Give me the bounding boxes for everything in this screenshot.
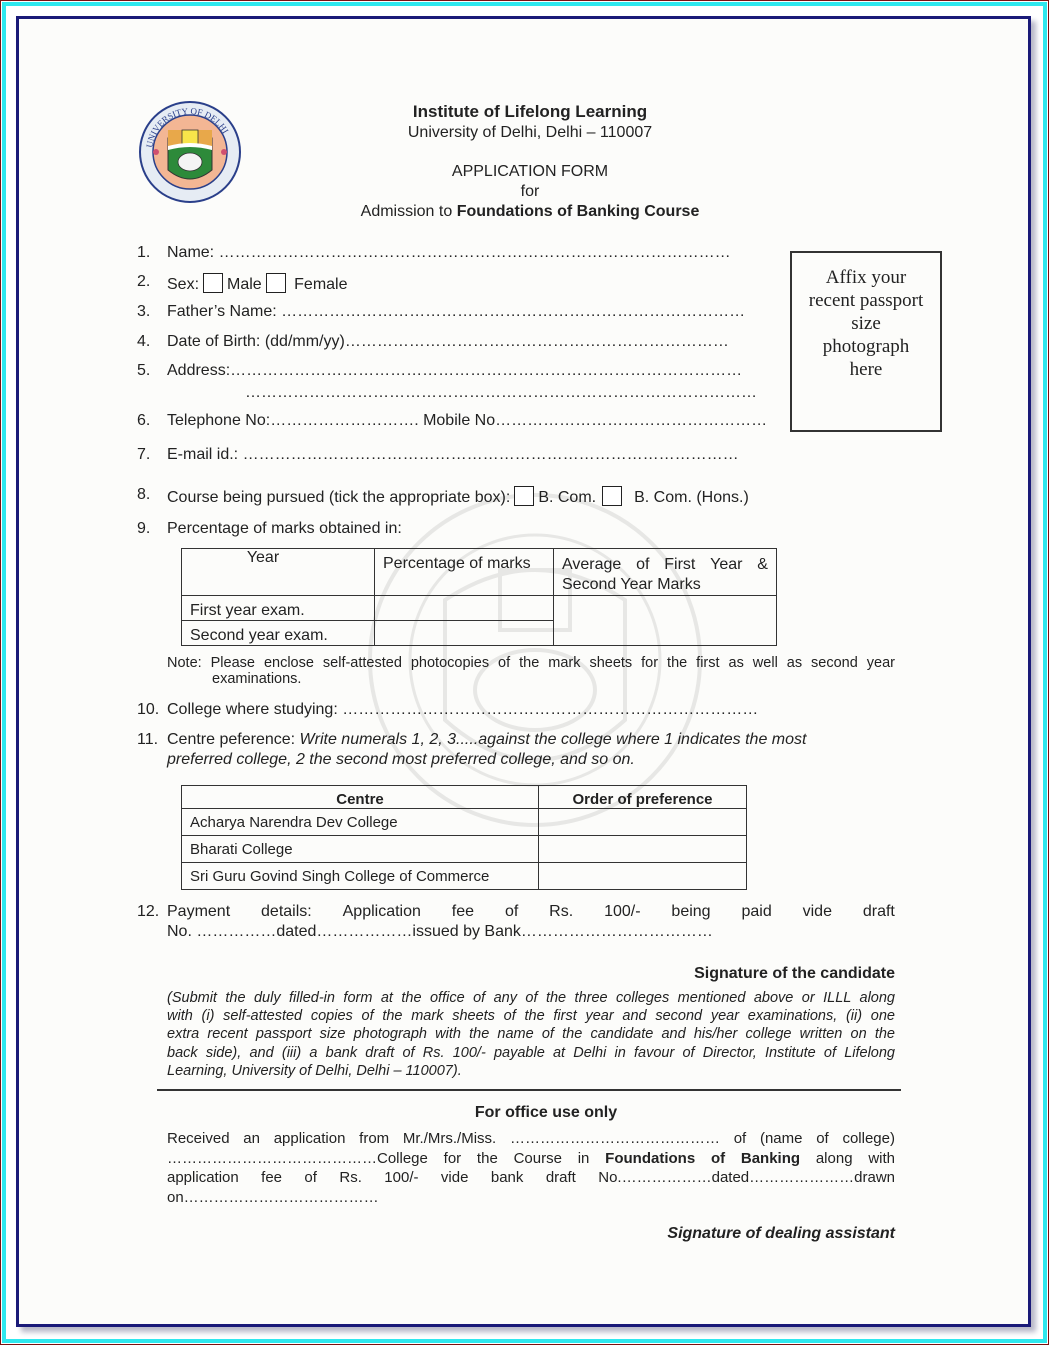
- mobile-fill-line: ……………………………………………: [495, 412, 768, 429]
- office-use-section: [167, 1129, 895, 1207]
- table-row: [182, 596, 777, 621]
- payment-word: Rs.: [549, 903, 574, 920]
- father-name-fill-line: ……………………………………………………………………………: [281, 303, 746, 320]
- header-average-word: of: [636, 556, 650, 573]
- name-label: Name:: [167, 244, 219, 261]
- centre-cell: Sri Guru Govind Singh College of Commerce: [182, 863, 539, 890]
- dob-field[interactable]: [167, 333, 769, 351]
- address-fill-line: ……………………………………………………………………………………: [230, 362, 743, 379]
- office-line-2-pre: ……………………………………College for the Course in: [167, 1149, 606, 1167]
- father-name-label: Father’s Name:: [167, 303, 282, 320]
- email-fill-line: …………………………………………………………………………………: [242, 446, 739, 463]
- address-field-line2[interactable]: [245, 384, 770, 402]
- field-number: 10.: [137, 701, 160, 718]
- section-divider: [157, 1089, 901, 1091]
- course-name: Foundations of Banking Course: [456, 203, 700, 220]
- field-number: 12.: [137, 903, 160, 920]
- telephone-fill-line: ……………………….: [270, 412, 424, 429]
- payment-word: details:: [261, 903, 312, 920]
- header-average-word: &: [757, 556, 768, 573]
- centre-cell: Acharya Narendra Dev College: [182, 809, 539, 836]
- note-line-1: Note: Please enclose self-attested photocopies of the mark sheets for the first as well as second year: [167, 655, 895, 671]
- instruction-line: (Submit the duly filled-in form at the office of any of the three colleges mentioned above or ILLL along: [167, 990, 895, 1006]
- header-order: Order of preference: [539, 786, 747, 809]
- mobile-label: Mobile No: [423, 412, 496, 429]
- bcom-label: B. Com.: [538, 489, 597, 506]
- course-label: Course being pursued (tick the appropriate box):: [167, 489, 511, 506]
- office-use-title: For office use only: [474, 1104, 618, 1121]
- field-number: 4.: [137, 333, 151, 350]
- field-number: 2.: [137, 273, 151, 290]
- table-row: [182, 836, 747, 863]
- email-field[interactable]: [167, 446, 773, 464]
- payment-word: of: [504, 903, 519, 920]
- svg-text:UNIVERSITY OF DELHI: UNIVERSITY OF DELHI: [144, 105, 231, 149]
- header-percentage: Percentage of marks: [375, 549, 554, 596]
- payment-word: paid: [741, 903, 772, 920]
- male-label: Male: [227, 276, 262, 293]
- admission-prefix: Admission to: [360, 203, 457, 220]
- field-number: 1.: [137, 244, 151, 261]
- institute-name: Institute of Lifelong Learning: [412, 102, 648, 121]
- office-line-3: application fee of Rs. 100/- vide bank draft No.………………dated…………………drawn: [167, 1169, 895, 1186]
- college-label: College where studying:: [167, 701, 343, 718]
- name-fill-line: ……………………………………………………………………………………: [218, 244, 731, 261]
- instruction-line: extra recent passport size photograph with the name of the candidate and his/her college written on the: [167, 1026, 895, 1043]
- year-cell: Second year exam.: [182, 621, 375, 646]
- field-number: 7.: [137, 446, 151, 463]
- candidate-signature-label: Signature of the candidate: [694, 965, 895, 982]
- bcom-hons-checkbox[interactable]: [602, 486, 622, 506]
- payment-word: Application: [342, 903, 421, 920]
- header-centre: Centre: [182, 786, 539, 809]
- payment-word: draft: [862, 903, 895, 920]
- centre-table-header: [182, 786, 747, 809]
- course-field: [167, 486, 749, 507]
- centre-preference-label: [167, 731, 806, 749]
- photo-text-line: size: [851, 313, 881, 334]
- address-label: Address:: [167, 362, 231, 379]
- field-number: 5.: [137, 362, 151, 379]
- bcom-hons-label: B. Com. (Hons.): [634, 489, 749, 506]
- instruction-line: Learning, University of Delhi, Delhi – 110007).: [167, 1062, 462, 1079]
- field-number: 11.: [137, 731, 159, 748]
- year-cell: First year exam.: [182, 596, 375, 621]
- course-heading: [300, 203, 760, 221]
- header-average: [554, 549, 777, 596]
- photo-text-line: photograph: [822, 336, 910, 357]
- order-input-cell[interactable]: [539, 836, 747, 863]
- centre-table: [181, 785, 747, 890]
- telephone-label: Telephone No:: [167, 412, 271, 429]
- university-logo-icon: [138, 100, 244, 204]
- office-line-1: Received an application from Mr./Mrs./Miss. …………………………………… of (name of college): [167, 1130, 895, 1147]
- centre-cell: Bharati College: [182, 836, 539, 863]
- payment-word: Payment: [167, 903, 231, 920]
- dealing-assistant-signature-label: Signature of dealing assistant: [667, 1225, 895, 1242]
- payment-word: fee: [451, 903, 475, 920]
- centre-preference-title: Centre peference:: [167, 731, 300, 748]
- payment-word: vide: [802, 903, 832, 920]
- payment-word: 100/-: [604, 903, 641, 920]
- note-line-2: examinations.: [212, 671, 302, 687]
- sex-label: Sex:: [167, 276, 200, 293]
- form-title: APPLICATION FORM: [451, 163, 609, 180]
- bcom-checkbox[interactable]: [514, 486, 534, 506]
- header-average-word: First: [664, 556, 696, 573]
- field-number: 8.: [137, 486, 151, 503]
- office-course-name: Foundations of Banking: [605, 1149, 801, 1167]
- form-subtitle-for: for: [520, 183, 540, 200]
- phone-field[interactable]: [167, 412, 773, 430]
- sex-field: [167, 273, 348, 294]
- table-row: [182, 809, 747, 836]
- dob-fill-line: ………………………………………………………………: [344, 333, 729, 350]
- college-fill-line: ……………………………………………………………………: [342, 701, 759, 718]
- marks-table: [181, 548, 777, 646]
- payment-word: being: [671, 903, 711, 920]
- centre-preference-instruction: Write numerals 1, 2, 3.....against the college where 1 indicates the most: [299, 731, 807, 748]
- header-year: Year: [182, 549, 375, 596]
- photo-text-line: recent passport: [808, 290, 924, 311]
- header-average-word: Year: [710, 556, 743, 573]
- header-average-word: Average: [562, 556, 622, 573]
- dob-label: Date of Birth: (dd/mm/yy): [167, 333, 345, 350]
- female-checkbox[interactable]: [266, 273, 286, 293]
- email-label: E-mail id.:: [167, 446, 243, 463]
- centre-preference-instruction-2: preferred college, 2 the second most preferred college, and so on.: [167, 751, 635, 768]
- photo-text-line: here: [849, 359, 883, 380]
- office-line-4: on…………………………………: [167, 1188, 379, 1206]
- female-label: Female: [294, 276, 348, 293]
- male-checkbox[interactable]: [203, 273, 223, 293]
- father-name-field[interactable]: [167, 303, 769, 321]
- photo-placeholder-box[interactable]: [790, 251, 942, 432]
- university-address: University of Delhi, Delhi – 110007: [407, 124, 653, 141]
- address-field[interactable]: [167, 362, 772, 380]
- field-number: 6.: [137, 412, 151, 429]
- instruction-line: with (i) self-attested copies of the mark sheets of the first year and second year examinations, (ii) one: [167, 1008, 895, 1025]
- college-field[interactable]: [167, 701, 767, 719]
- submission-instructions: [167, 989, 895, 1080]
- field-number: 3.: [137, 303, 151, 320]
- marks-label: Percentage of marks obtained in:: [167, 520, 402, 537]
- order-input-cell[interactable]: [539, 809, 747, 836]
- name-field[interactable]: [167, 244, 772, 262]
- marks-table-header: [182, 549, 777, 596]
- percentage-input-cell[interactable]: [375, 621, 554, 646]
- address-fill-line-2: ……………………………………………………………………………………: [245, 384, 757, 401]
- payment-details-line1: [167, 903, 895, 921]
- payment-draft-fields[interactable]: No. ……………dated………………issued by Bank………………………………: [167, 923, 713, 940]
- table-row: [182, 863, 747, 890]
- percentage-input-cell[interactable]: [375, 596, 554, 621]
- instruction-line: back side), and (iii) a bank draft of Rs. 100/- payable at Delhi in favour of Director, Institute of Lifelong: [167, 1044, 895, 1061]
- photo-text-line: Affix your: [825, 267, 907, 288]
- office-line-2: [167, 1149, 895, 1169]
- office-line-2-post: along with: [800, 1149, 896, 1167]
- field-number: 9.: [137, 520, 151, 537]
- marks-note: [167, 655, 895, 687]
- average-input-cell[interactable]: [554, 596, 777, 646]
- header-average-line2: Second Year Marks: [562, 576, 701, 593]
- order-input-cell[interactable]: [539, 863, 747, 890]
